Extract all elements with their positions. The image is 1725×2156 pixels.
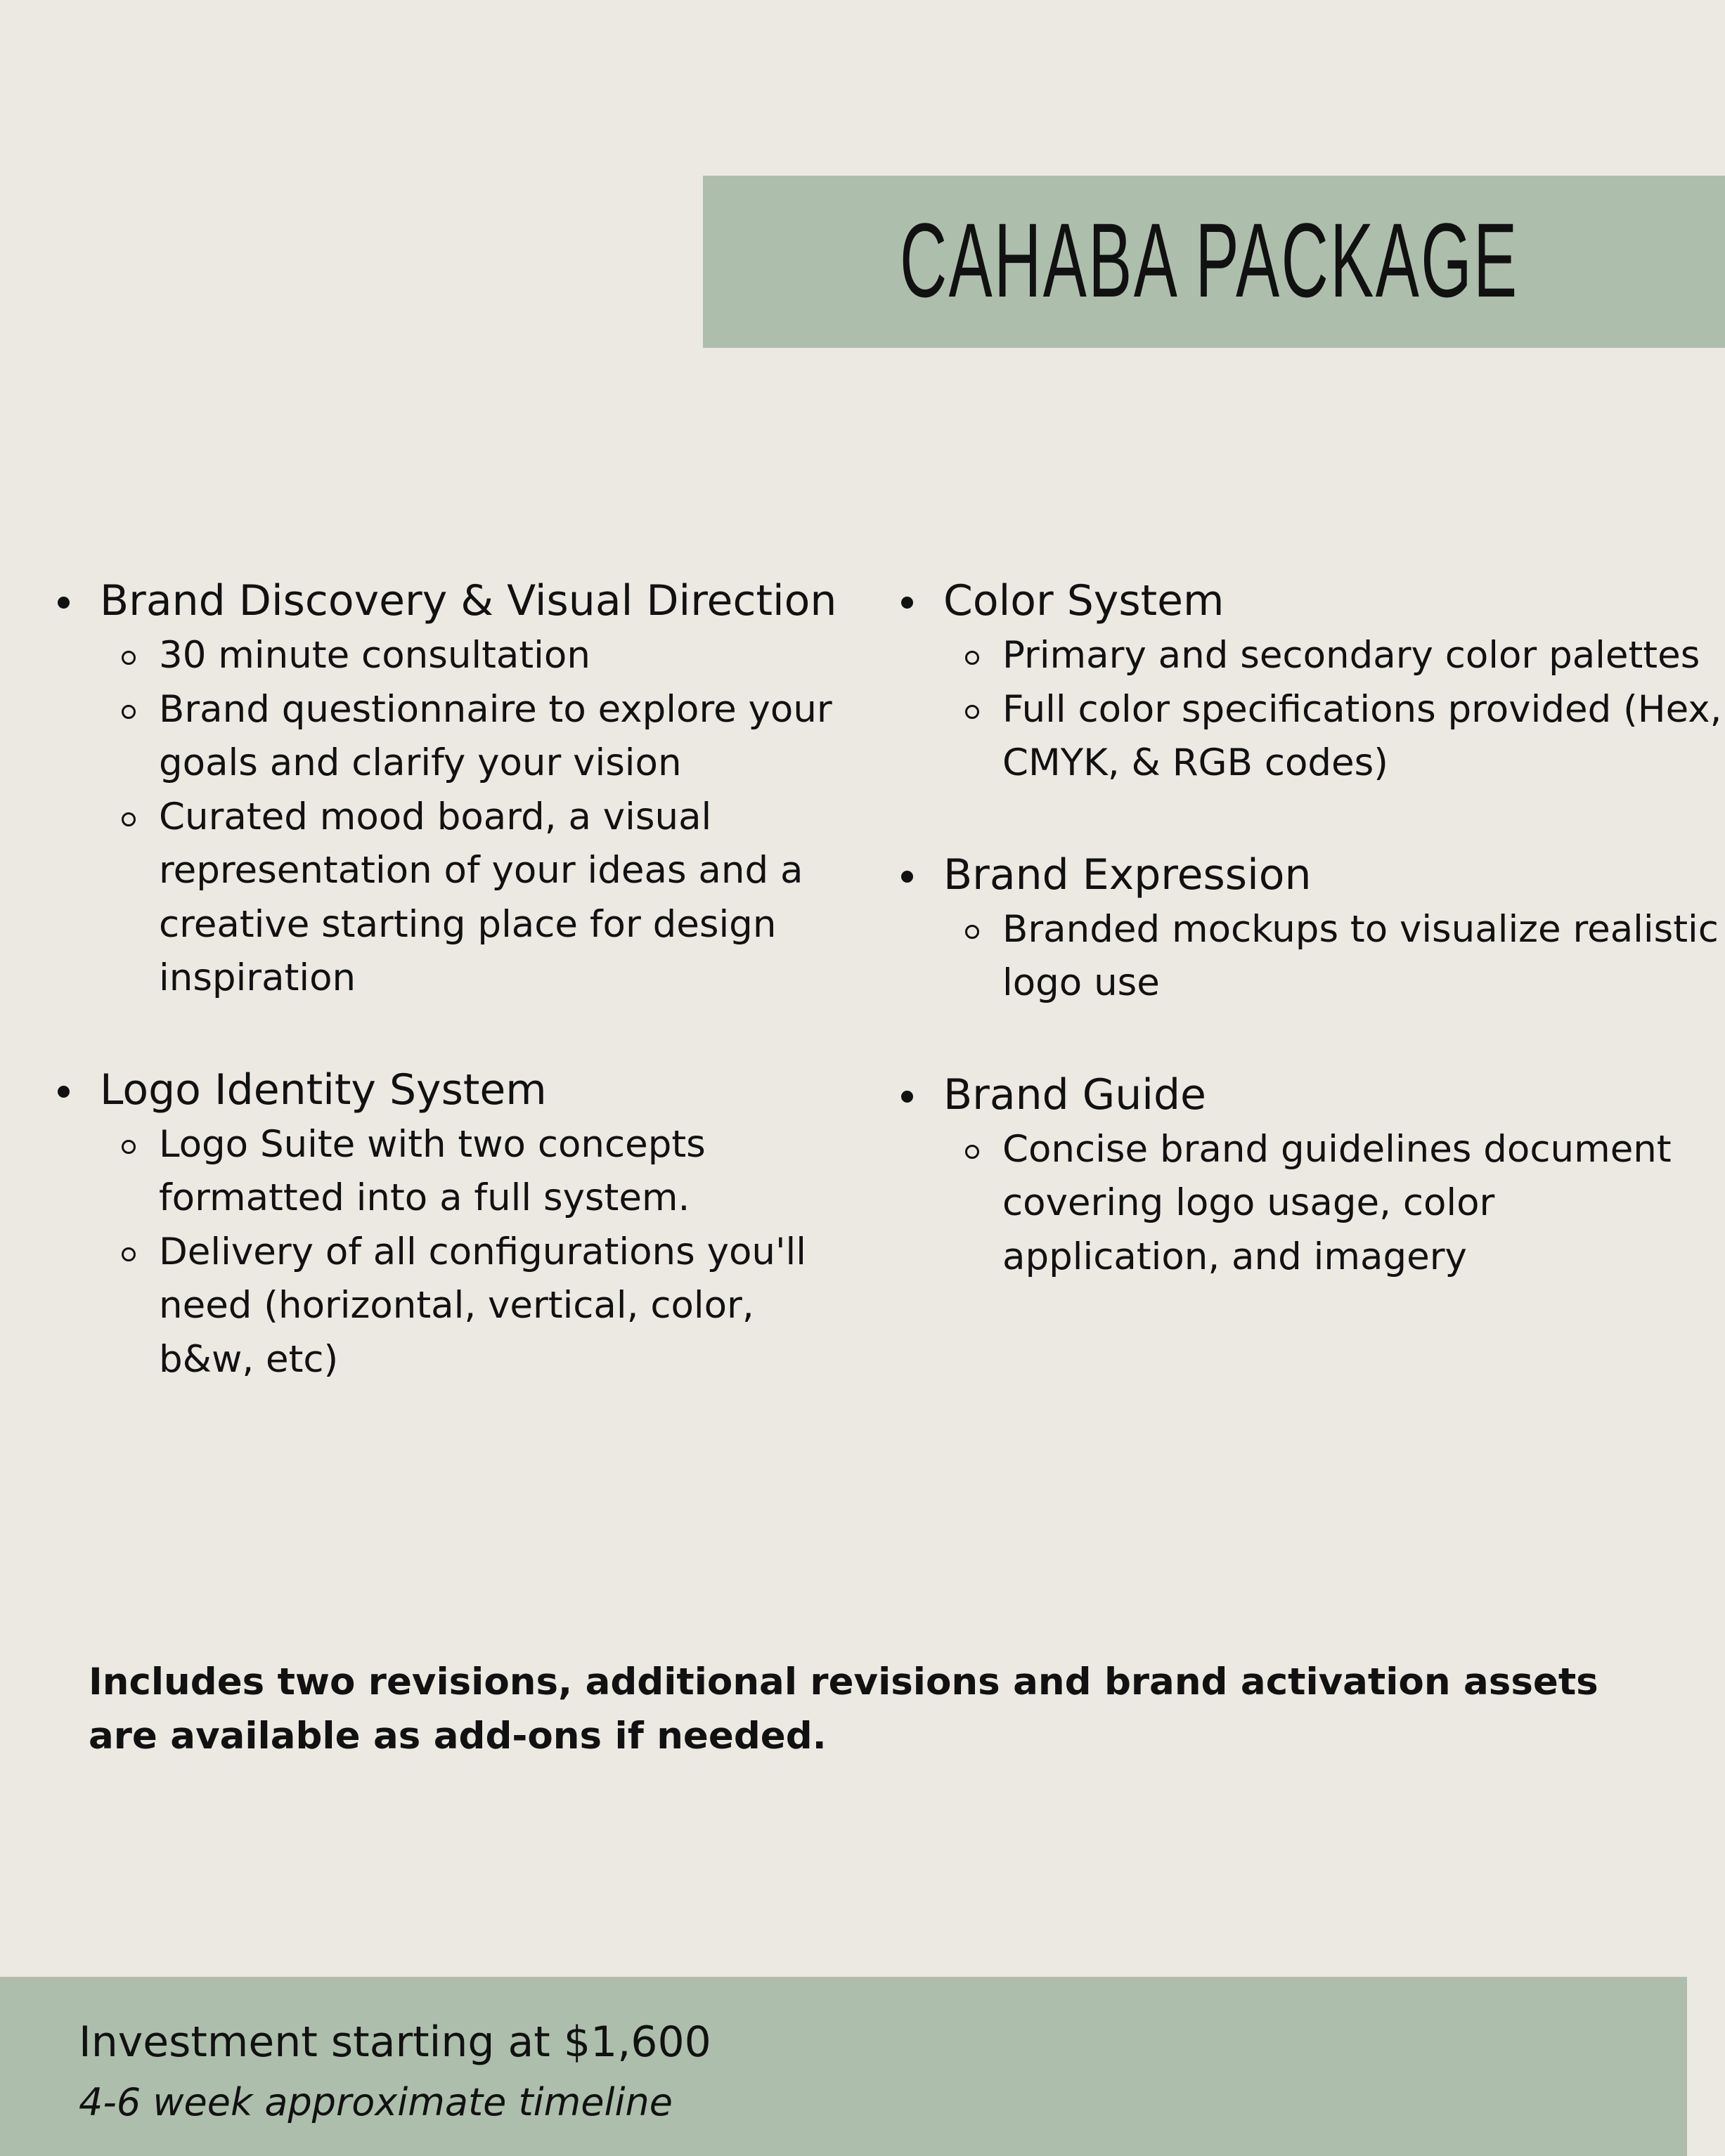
left-column [49,573,858,1443]
revisions-note: Includes two revisions, additional revisions and brand activation assets are available as add-ons if needed. [89,1661,1598,1758]
section-heading: Logo Identity System [49,1062,858,1118]
list-item: Branded mockups to visualize realistic logo use [893,903,1722,1011]
section-logo-identity [49,1062,858,1387]
timeline-text: 4-6 week approximate timeline [79,2080,673,2124]
right-column [893,573,1722,1340]
list-item: Logo Suite with two concepts formatted into a full system. [49,1118,858,1226]
list-item: Curated mood board, a visual representation of your ideas and a creative starting place for design inspiration [49,791,858,1006]
section-brand-guide [893,1067,1722,1285]
sub-list [893,903,1722,1011]
list-item: 30 minute consultation [49,629,858,683]
investment-price: Investment starting at $1,600 [79,2018,711,2067]
section-brand-expression [893,847,1722,1011]
section-heading: Color System [893,573,1722,629]
list-item: Primary and secondary color palettes [893,629,1722,683]
section-heading: Brand Guide [893,1067,1722,1123]
section-color-system [893,573,1722,791]
section-brand-discovery [49,573,858,1006]
sub-list [893,629,1722,791]
page-title: CAHABA PACKAGE [900,201,1519,319]
sub-list [49,1118,858,1387]
sub-list [893,1123,1722,1285]
section-heading: Brand Discovery & Visual Direction [49,573,858,629]
list-item: Concise brand guidelines document covering logo usage, color application, and imagery [893,1123,1722,1285]
list-item: Full color specifications provided (Hex, CMYK, & RGB codes) [893,683,1722,791]
list-item: Delivery of all configurations you'll need (horizontal, vertical, color, b&w, etc) [49,1226,858,1387]
sub-list [49,629,858,1006]
list-item: Brand questionnaire to explore your goals and clarify your vision [49,683,858,791]
section-heading: Brand Expression [893,847,1722,903]
